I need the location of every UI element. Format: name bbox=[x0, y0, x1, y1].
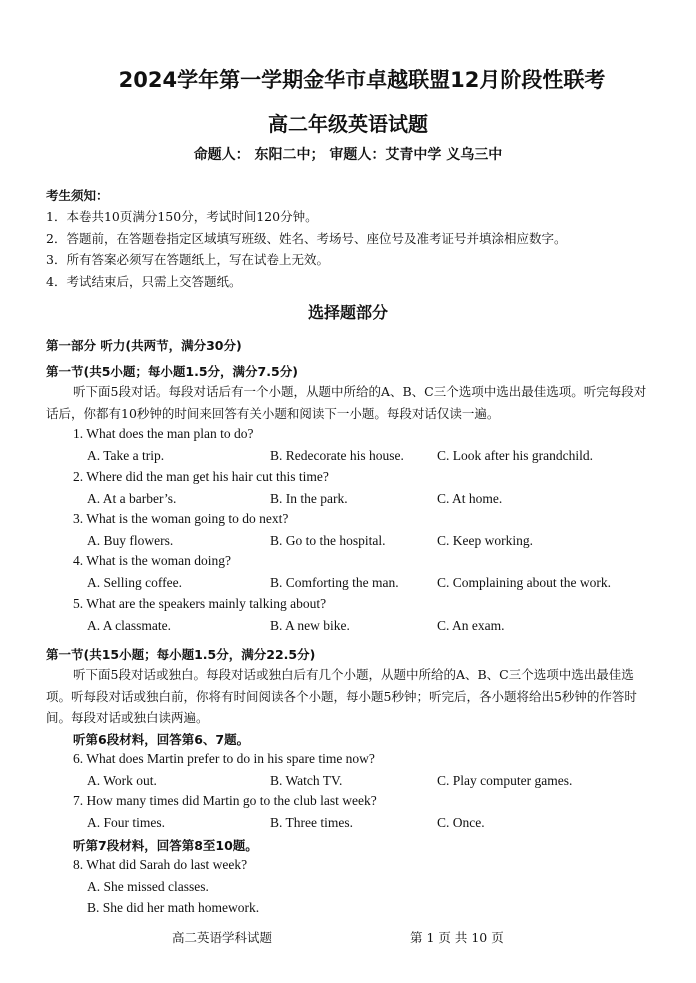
q7-option-a: A. Four times. bbox=[87, 815, 166, 830]
notice-item-4: 4．考试结束后，只需上交答题纸。 bbox=[46, 274, 242, 289]
notice-item-2: 2．答题前，在答题卷指定区域填写班级、姓名、考场号、座位号及准考证号并填涂相应数字。 bbox=[46, 231, 567, 246]
q5-option-b: B. A new bike. bbox=[270, 618, 350, 633]
q2-option-b: B. In the park. bbox=[270, 491, 348, 506]
exam-subtitle: 高二年级英语试题 bbox=[268, 112, 428, 136]
exam-title: 2024学年第一学期金华市卓越联盟12月阶段性联考 bbox=[118, 68, 606, 92]
q3-option-c: C. Keep working. bbox=[437, 533, 533, 548]
question-6: 6. What does Martin prefer to do in his spare time now? bbox=[73, 751, 375, 766]
q7-option-c: C. Once. bbox=[437, 815, 485, 830]
footer-page-number: 第 1 页 共 10 页 bbox=[410, 930, 504, 945]
q6-option-a: A. Work out. bbox=[87, 773, 157, 788]
q2-option-c: C. At home. bbox=[437, 491, 503, 506]
section2-instructions: 听下面5段对话或独白。每段对话或独白后有几个小题，从题中所给的A、B、C三个选项中选出最佳选项。听每段对话或独白前，你将有时间阅读各个小题，每小题5秒钟；听完后，各小题将给出5秒钟的作答时间。每段对话或独白读两遍。 bbox=[46, 667, 637, 725]
question-1: 1. What does the man plan to do? bbox=[73, 426, 254, 441]
question-3: 3. What is the woman going to do next? bbox=[73, 511, 289, 526]
q1-option-b: B. Redecorate his house. bbox=[270, 448, 404, 463]
q8-option-b: B. She did her math homework. bbox=[87, 900, 260, 915]
notice-item-3: 3．所有答案必须写在答题纸上，写在试卷上无效。 bbox=[46, 252, 329, 267]
q5-option-c: C. An exam. bbox=[437, 618, 505, 633]
exam-authors: 命题人： 东阳二中； 审题人：艾青中学 义乌三中 bbox=[193, 147, 503, 163]
q4-option-c: C. Complaining about the work. bbox=[437, 575, 611, 590]
q8-option-a: A. She missed classes. bbox=[87, 879, 209, 894]
q4-option-a: A. Selling coffee. bbox=[87, 575, 182, 590]
section1-heading: 第一节(共5小题；每小题1.5分，满分7.5分) bbox=[46, 364, 298, 379]
q7-option-b: B. Three times. bbox=[270, 815, 353, 830]
part1-heading: 第一部分 听力(共两节，满分30分) bbox=[46, 338, 242, 353]
material-6-heading: 听第6段材料，回答第6、7题。 bbox=[73, 732, 250, 747]
question-5: 5. What are the speakers mainly talking about? bbox=[73, 596, 327, 611]
question-7: 7. How many times did Martin go to the club last week? bbox=[73, 793, 377, 808]
q6-option-b: B. Watch TV. bbox=[270, 773, 343, 788]
q6-option-c: C. Play computer games. bbox=[437, 773, 573, 788]
section2-heading: 第一节(共15小题；每小题1.5分，满分22.5分) bbox=[46, 647, 316, 662]
notice-item-1: 1．本卷共10页满分150分，考试时间120分钟。 bbox=[46, 209, 318, 224]
question-4: 4. What is the woman doing? bbox=[73, 553, 231, 568]
section1-instructions: 听下面5段对话。每段对话后有一个小题，从题中所给的A、B、C三个选项中选出最佳选项。听完每段对话后，你都有10秒钟的时间来回答有关小题和阅读下一小题。每段对话仅读一遍。 bbox=[46, 384, 647, 421]
question-8: 8. What did Sarah do last week? bbox=[73, 857, 248, 872]
section-title: 选择题部分 bbox=[307, 303, 388, 322]
material-7-heading: 听第7段材料，回答第8至10题。 bbox=[73, 838, 258, 853]
footer-subject: 高二英语学科试题 bbox=[172, 930, 273, 945]
q3-option-a: A. Buy flowers. bbox=[87, 533, 174, 548]
q1-option-a: A. Take a trip. bbox=[87, 448, 165, 463]
q4-option-b: B. Comforting the man. bbox=[270, 575, 399, 590]
q5-option-a: A. A classmate. bbox=[87, 618, 171, 633]
q1-option-c: C. Look after his grandchild. bbox=[437, 448, 593, 463]
notice-heading: 考生须知： bbox=[46, 188, 109, 203]
question-2: 2. Where did the man get his hair cut this time? bbox=[73, 469, 329, 484]
q3-option-b: B. Go to the hospital. bbox=[270, 533, 386, 548]
q2-option-a: A. At a barber’s. bbox=[87, 491, 177, 506]
